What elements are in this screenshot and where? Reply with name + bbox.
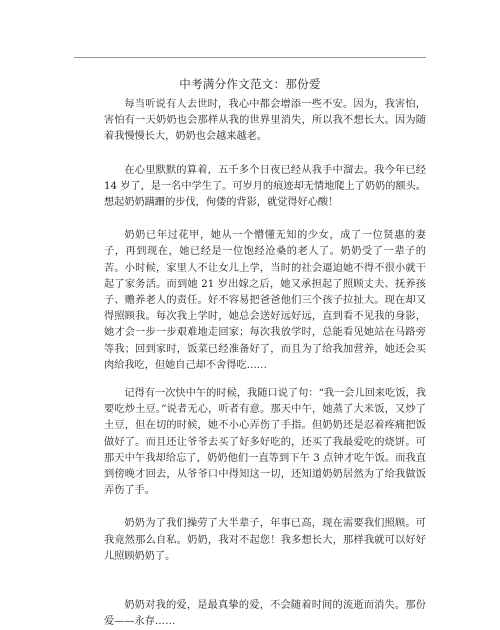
paragraph-3: 奶奶已年过花甲，她从一个懵懂无知的少女，成了一位贤惠的妻子，再到现在，她已经是一位饱经沧桑的老人了。奶奶受了一辈子的苦。小时候，家里人不让女儿上学，当时的社会逼迫她不得不很小就干起了家务活。而到她 21 岁出嫁之后，她又承担起了照顾丈夫、抚养孩子、赡养老人的责任。好不容易把爸爸他们三个孩子拉扯大。现在却又得照顾我。每次我上学时，她总会送好远好远，直到看不见我的身影，她才会一步一步艰难地走回家；每次我放学时，总能看见她站在马路旁等我；回到家时，饭菜已经准备好了，而且为了给我加营养，她还会买肉给我吃，但她自己却不舍得吃……: [104, 230, 426, 371]
paragraph-6: 奶奶对我的爱，是最真挚的爱，不会随着时间的流逝而消失。那份爱——永存……: [104, 600, 426, 628]
article-title: 中考满分作文范文：那份爱: [179, 77, 321, 91]
paragraph-1: 每当听说有人去世时，我心中都会增添一些不安。因为，我害怕，害怕有一天奶奶也会那样从我的世界里消失，所以我不想长大。因为随着我慢慢长大，奶奶也会越来越老。: [104, 99, 426, 143]
header-rule: [74, 57, 426, 58]
paragraph-4: 记得有一次快中午的时候，我随口说了句：“我一会儿回来吃饭，我要吃炒土豆。”说者无心，听者有意。那天中午，她蒸了大米饭，又炒了土豆，但在切的时候，她不小心弄伤了手指。但奶奶还是忍着疼痛把饭做好了。而且还让爷爷去买了好多好吃的，还买了我最爱吃的烧饼。可那天中午我却给忘了，奶奶他们一直等到下午 3 点钟才吃午饭。而我直到傍晚才回去，从爷爷口中得知这一切，还知道奶奶居然为了给我做饭弄伤了手。: [104, 388, 426, 497]
article-body: [104, 97, 426, 630]
paragraph-5: 奶奶为了我们操劳了大半辈子，年事已高，现在需要我们照顾。可我竟然那么自私。奶奶，我对不起您！我多想长大，那样我就可以好好儿照顾奶奶了。: [104, 518, 426, 562]
paragraph-2: 在心里默默的算着，五千多个日夜已经从我手中溜去。我今年已经 14 岁了，是一名中学生了。可岁月的痕迹却无情地爬上了奶奶的额头。想起奶奶蹒跚的步伐，佝偻的背影，就觉得好心酸！: [104, 164, 426, 209]
